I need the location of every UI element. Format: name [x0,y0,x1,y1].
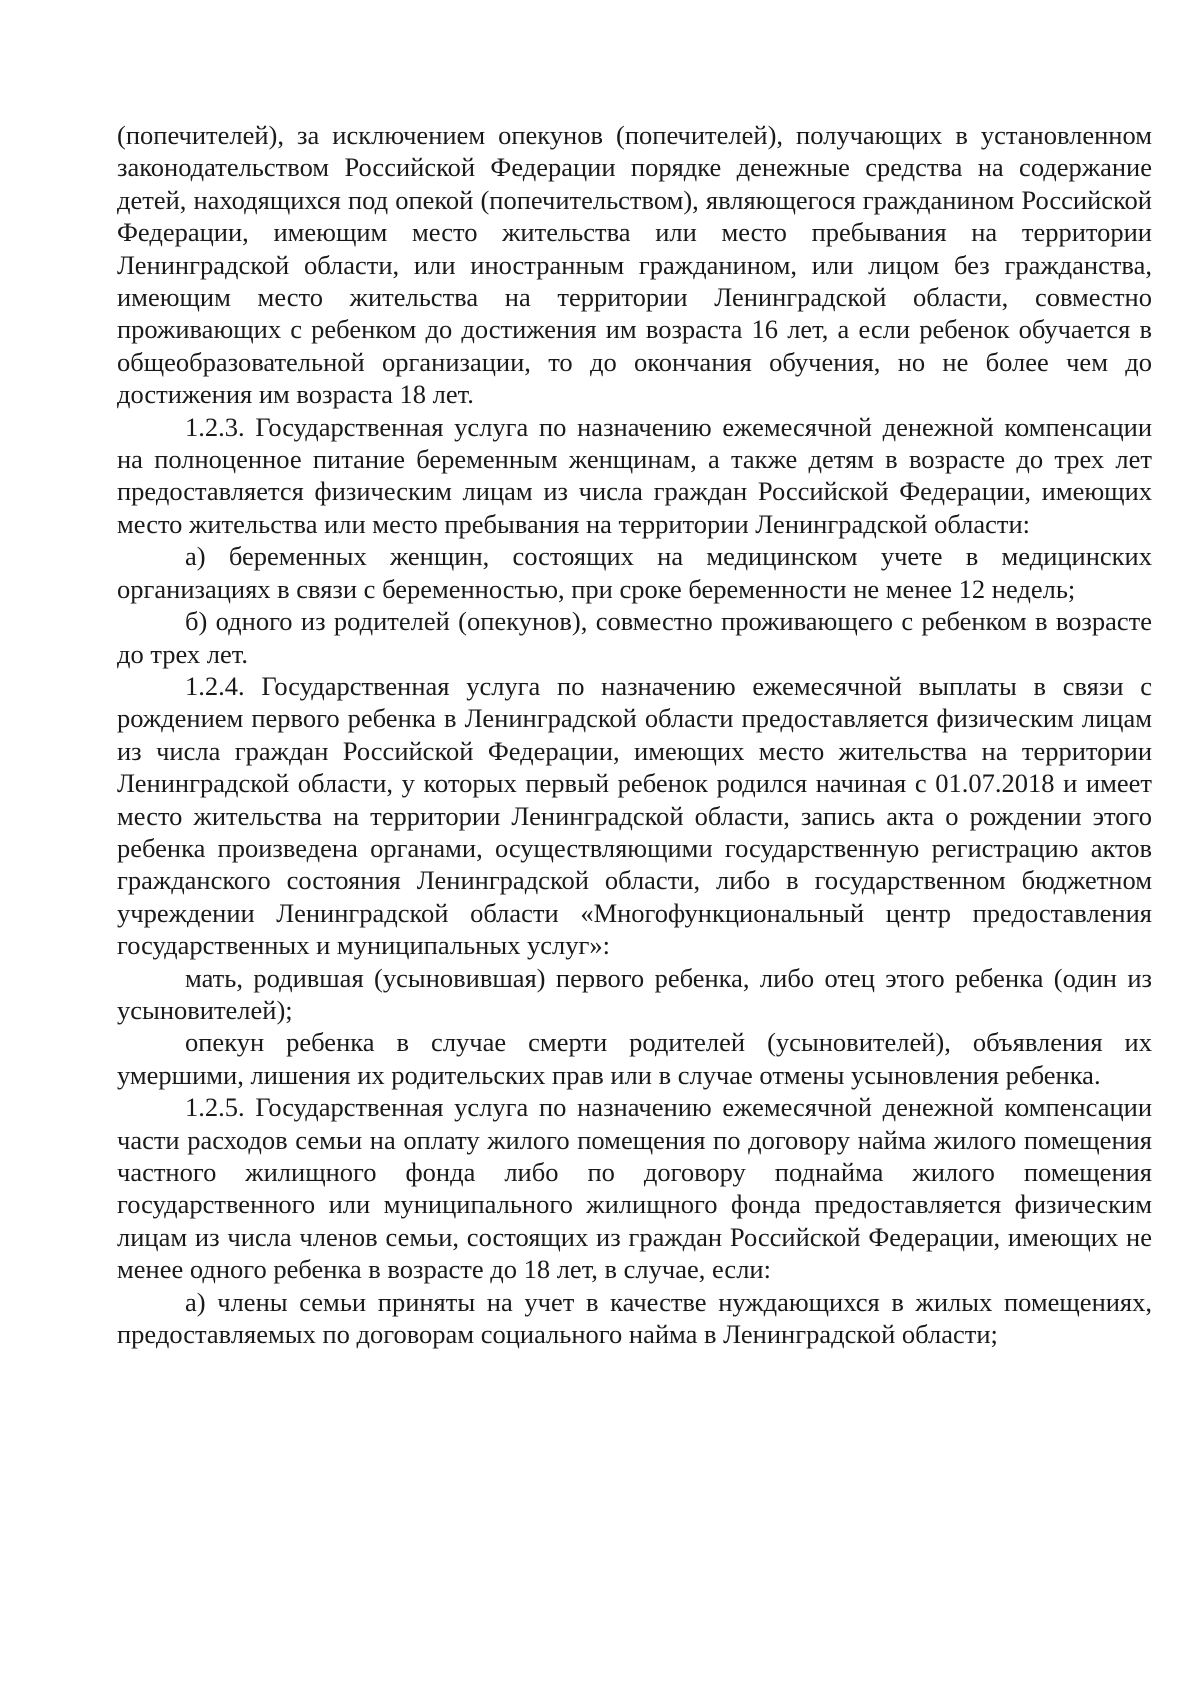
paragraph-1-2-4-mother: мать, родившая (усыновившая) первого ребенка, либо отец этого ребенка (один из усыновителей); [117,962,1152,1025]
paragraph-1-2-5: 1.2.5. Государственная услуга по назначению ежемесячной денежной компенсации части расходов семьи на оплату жилого помещения по договору найма жилого помещения частного жилищного фонда либо по договору поднайма жилого помещения государственного или муниципального жилищного фонда предоставляется физическим лицам из числа членов семьи, состоящих из граждан Российской Федерации, имеющих не менее одного ребенка в возрасте до 18 лет, в случае, если: [117,1092,1152,1285]
paragraph-1-2-5-a: а) члены семьи приняты на учет в качестве нуждающихся в жилых помещениях, предоставляемых по договорам социального найма в Ленинградской области; [117,1286,1152,1350]
paragraph-continuation: (попечителей), за исключением опекунов (попечителей), получающих в установленном законодательством Российской Федерации порядке денежные средства на содержание детей, находящихся под опекой (попечительством), являющегося гражданином Российской Федерации, имеющим место жительства или место пребывания на территории Ленинградской области, или иностранным гражданином, или лицом без гражданства, имеющим место жительства на территории Ленинградской области, совместно проживающих с ребенком до достижения им возраста 16 лет, а если ребенок обучается в общеобразовательной организации, то до окончания обучения, но не более чем до достижения им возраста 18 лет. [117,120,1152,410]
document-body [117,119,1152,1350]
paragraph-1-2-4-guardian: опекун ребенка в случае смерти родителей (усыновителей), объявления их умершими, лишения их родительских прав или в случае отмены усыновления ребенка. [117,1027,1152,1090]
paragraph-1-2-4: 1.2.4. Государственная услуга по назначению ежемесячной выплаты в связи с рождением первого ребенка в Ленинградской области предоставляется физическим лицам из числа граждан Российской Федерации, имеющих место жительства на территории Ленинградской области, у которых первый ребенок родился начиная с 01.07.2018 и имеет место жительства на территории Ленинградской области, запись акта о рождении этого ребенка произведена органами, осуществляющими государственную регистрацию актов гражданского состояния Ленинградской области, либо в государственном бюджетном учреждении Ленинградской области «Многофункциональный центр предоставления государственных и муниципальных услуг»: [117,670,1152,961]
paragraph-1-2-3-a: а) беременных женщин, состоящих на медицинском учете в медицинских организациях в связи с беременностью, при сроке беременности не менее 12 недель; [117,541,1152,604]
paragraph-1-2-3: 1.2.3. Государственная услуга по назначению ежемесячной денежной компенсации на полноценное питание беременным женщинам, а также детям в возрасте до трех лет предоставляется физическим лицам из числа граждан Российской Федерации, имеющих место жительства или место пребывания на территории Ленинградской области: [117,411,1152,539]
paragraph-1-2-3-b: б) одного из родителей (опекунов), совместно проживающего с ребенком в возрасте до трех лет. [117,606,1152,669]
